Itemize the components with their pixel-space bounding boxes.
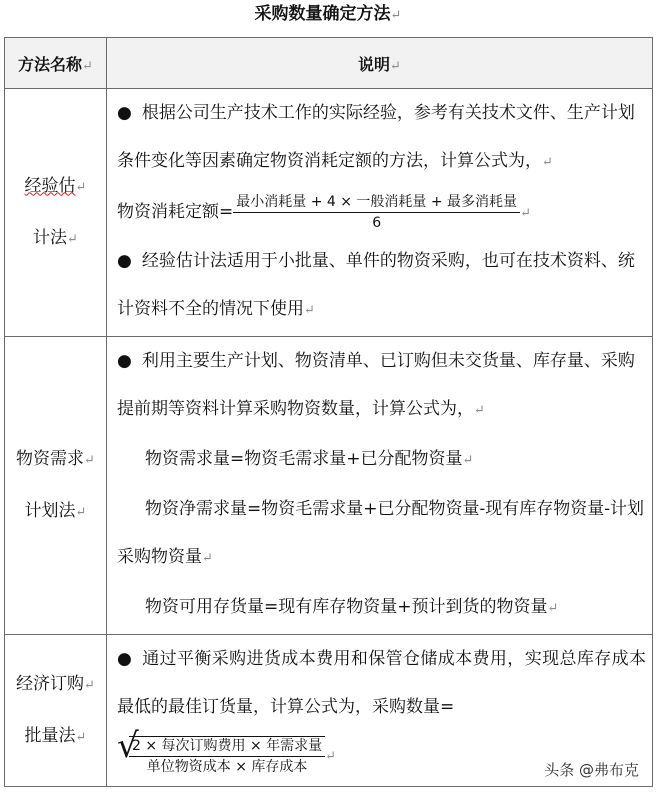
bullet-paragraph — [117, 635, 646, 731]
bullet-text: 根据公司生产技术工作的实际经验，参考有关技术文件、生产计划条件变化等因素确定物资消耗定额的方法，计算公式为， — [117, 103, 635, 171]
table-row — [5, 89, 653, 337]
formula-prefix: 物资消耗定额= — [117, 202, 234, 222]
paragraph-mark: ↵ — [390, 58, 401, 74]
paragraph-mark: ↵ — [390, 8, 402, 23]
methods-table — [4, 37, 653, 787]
bullet-text: 利用主要生产计划、物资清单、已订购但未交货量、库存量、采购提前期等资料计算采购物资数量，计算公式为， — [117, 351, 635, 419]
bullet-paragraph — [117, 89, 646, 187]
paragraph-mark: ↵ — [520, 206, 531, 221]
method-name-line2: 计划法 — [24, 500, 76, 521]
paragraph-mark: ↵ — [304, 303, 315, 318]
paragraph-mark: ↵ — [75, 729, 87, 745]
bullet-icon: ● — [117, 103, 132, 123]
paragraph-mark: ↵ — [547, 601, 559, 616]
method-name-line2: 计法 — [33, 227, 68, 248]
header-desc-label: 说明 — [358, 54, 391, 74]
header-description — [107, 38, 653, 89]
fraction-numerator: 最小消耗量 + 4 × 一般消耗量 + 最多消耗量 — [233, 193, 520, 213]
bullet-text: 经验估计法适用于小批量、单件的物资采购，也可在技术资料、统计资料不全的情况下使用 — [117, 251, 635, 319]
formula-line — [117, 485, 646, 583]
formula-text: 物资需求量=物资毛需求量+已分配物资量 — [145, 449, 463, 469]
square-root — [117, 725, 325, 780]
bullet-icon: ● — [117, 649, 132, 669]
method-name-line1: 经验估 — [24, 175, 76, 196]
table-row — [5, 337, 653, 635]
bullet-icon: ● — [117, 351, 132, 371]
formula-line — [117, 187, 646, 237]
table-header-row — [5, 38, 653, 89]
method-name-line2: 批量法 — [24, 725, 76, 746]
method-name-line1: 物资需求 — [16, 448, 85, 469]
method-name-cell — [5, 89, 107, 337]
formula-line — [117, 435, 646, 485]
title-text: 采购数量确定方法 — [254, 4, 391, 24]
paragraph-mark: ↵ — [474, 403, 485, 418]
bullet-paragraph — [117, 337, 646, 435]
header-method-label: 方法名称 — [18, 54, 83, 74]
paragraph-mark: ↵ — [202, 551, 213, 566]
paragraph-mark: ↵ — [542, 155, 553, 170]
paragraph-mark: ↵ — [84, 452, 95, 468]
paragraph-mark: ↵ — [462, 453, 474, 468]
formula-text: 物资可用存货量=现有库存物资量+预计到货的物资量 — [145, 597, 548, 617]
radical-icon: √ — [117, 725, 139, 766]
header-method-name — [5, 38, 107, 89]
paragraph-mark: ↵ — [75, 504, 87, 520]
method-name-cell — [5, 337, 107, 635]
formula-fraction — [129, 736, 325, 776]
paragraph-mark: ↵ — [82, 58, 93, 74]
source-watermark: 头条 @弗布克 — [541, 759, 642, 780]
method-description-cell — [107, 89, 653, 337]
fraction-denominator: 6 — [372, 215, 382, 231]
fraction-numerator: 2 × 每次订购费用 × 年需求量 — [129, 737, 325, 757]
document-title — [0, 3, 656, 27]
paragraph-mark: ↵ — [75, 179, 87, 195]
paragraph-mark: ↵ — [325, 749, 337, 764]
formula-fraction — [233, 193, 520, 232]
bullet-paragraph — [117, 237, 646, 335]
method-description-cell — [107, 337, 653, 635]
paragraph-mark: ↵ — [84, 677, 95, 693]
formula-text: 物资净需求量=物资毛需求量+已分配物资量-现有库存物资量-计划采购物资量 — [117, 499, 644, 567]
method-name-cell — [5, 635, 107, 787]
bullet-text: 通过平衡采购进货成本费用和保管仓储成本费用，实现总库存成本最低的最佳订货量，计算公式为，采购数量= — [117, 649, 646, 717]
formula-line — [117, 583, 646, 633]
paragraph-mark: ↵ — [67, 231, 78, 247]
method-name-line1: 经济订购 — [16, 673, 85, 694]
bullet-icon: ● — [117, 251, 132, 271]
fraction-denominator: 单位物资成本 × 库存成本 — [146, 759, 308, 775]
